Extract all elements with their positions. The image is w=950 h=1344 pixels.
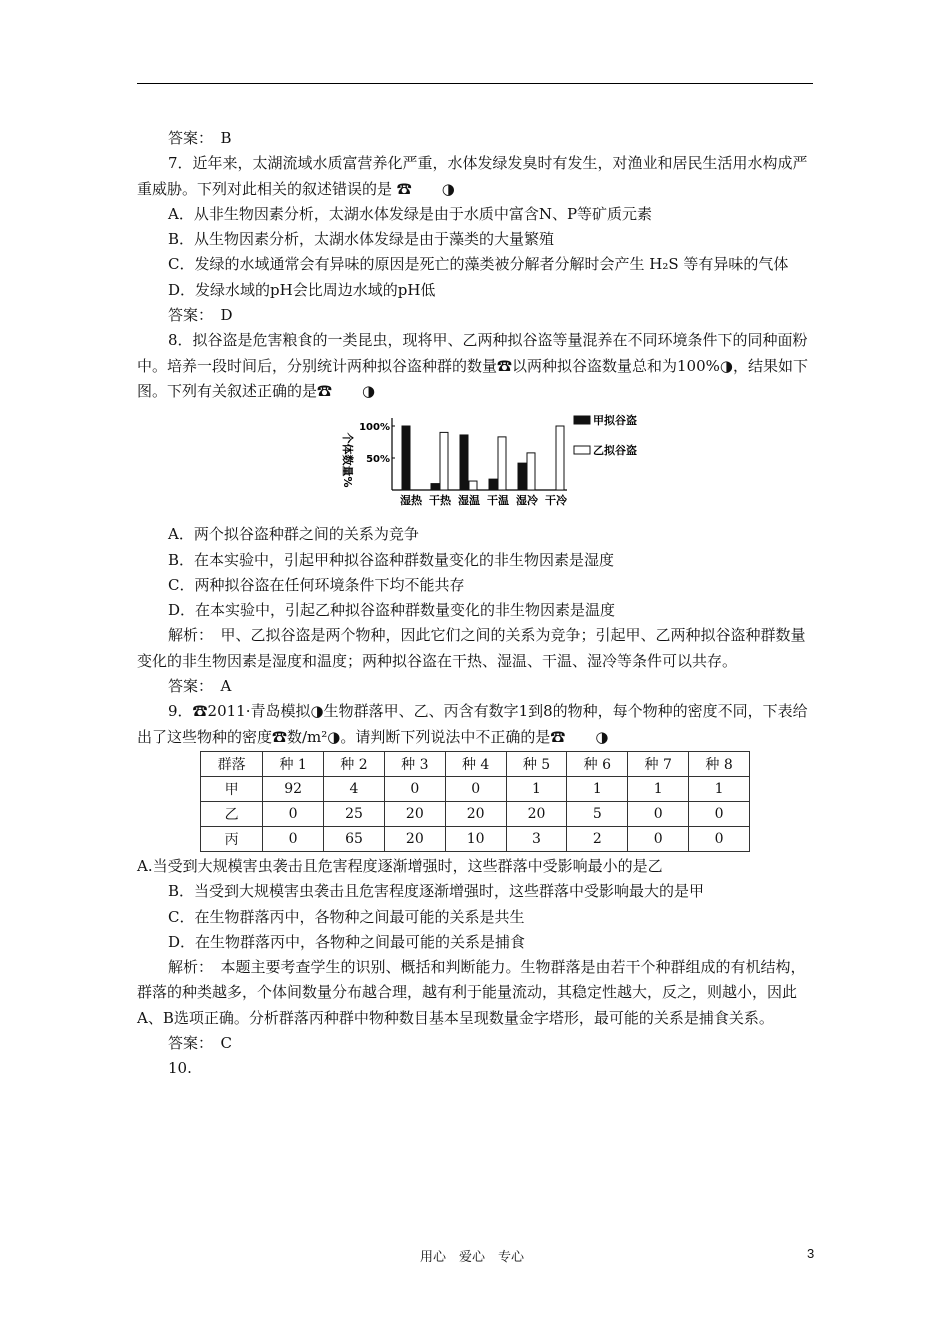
question-8-stem: 8．拟谷盗是危害粮食的一类昆虫，现将甲、乙两种拟谷盗等量混养在不同环境条件下的同种面粉中。培养一段时间后，分别统计两种拟谷盗种群的数量☎以两种拟谷盗数量总和为100%◑，结果如下图。下列有关叙述正确的是☎ ◑ bbox=[137, 331, 808, 400]
question-7-option-c: C．发绿的水域通常会有异味的原因是死亡的藻类被分解者分解时会产生 H₂S 等有异味的气体 bbox=[168, 255, 789, 274]
table-cell: 0 bbox=[384, 776, 445, 801]
table-cell: 1 bbox=[628, 776, 689, 801]
species-density-table bbox=[200, 751, 750, 852]
question-9-option-c: C．在生物群落丙中，各物种之间最可能的关系是共生 bbox=[168, 907, 525, 926]
question-10-stem: 10. bbox=[168, 1059, 192, 1078]
x-tick-label: 干冷 bbox=[545, 494, 567, 508]
legend-swatch bbox=[574, 446, 590, 454]
answer-7: 答案： D bbox=[168, 306, 233, 325]
footer-motto: 用心 爱心 专心 bbox=[420, 1250, 525, 1265]
question-8-analysis: 解析： 甲、乙拟谷盗是两个物种，因此它们之间的关系为竞争；引起甲、乙两种拟谷盗种群数量变化的非生物因素是湿度和温度；两种拟谷盗在干热、湿温、干温、湿冷等条件可以共存。 bbox=[137, 626, 806, 670]
table-header-row bbox=[201, 751, 750, 776]
table-cell: 10 bbox=[445, 826, 506, 851]
question-8-option-b: B．在本实验中，引起甲种拟谷盗种群数量变化的非生物因素是湿度 bbox=[168, 550, 615, 569]
table-cell: 5 bbox=[567, 801, 628, 826]
table-cell: 0 bbox=[689, 826, 750, 851]
y-axis-label: 个体数量% bbox=[341, 432, 354, 488]
table-header-cell: 种 4 bbox=[445, 751, 506, 776]
page-number: 3 bbox=[807, 1246, 815, 1261]
table-header-cell: 种 3 bbox=[384, 751, 445, 776]
table-cell: 0 bbox=[628, 801, 689, 826]
answer-6: 答案： B bbox=[168, 129, 232, 147]
table-row bbox=[201, 776, 750, 801]
table-cell: 甲 bbox=[201, 776, 263, 801]
question-9-stem: 9．☎2011·青岛模拟◑生物群落甲、乙、丙含有数字1到8的物种，每个物种的密度不同，下表给出了这些物种的密度☎数/m²◑。请判断下列说法中不正确的是☎ ◑ bbox=[137, 702, 808, 746]
table-header-cell: 种 7 bbox=[628, 751, 689, 776]
table-header-cell: 种 5 bbox=[506, 751, 567, 776]
table-header-cell: 种 2 bbox=[324, 751, 385, 776]
table-cell: 1 bbox=[567, 776, 628, 801]
bar-jia-3 bbox=[489, 479, 497, 490]
table-cell: 0 bbox=[263, 801, 324, 826]
answer-9: 答案： C bbox=[168, 1034, 232, 1053]
beetle-bar-chart bbox=[337, 408, 657, 512]
legend-swatch bbox=[574, 416, 590, 424]
table-cell: 3 bbox=[506, 826, 567, 851]
table-header-cell: 群落 bbox=[201, 751, 263, 776]
question-7-option-a: A．从非生物因素分析，太湖水体发绿是由于水质中富含N、P等矿质元素 bbox=[168, 204, 653, 223]
bar-yi-3 bbox=[498, 437, 506, 490]
bar-jia-2 bbox=[460, 435, 468, 490]
bar-jia-1 bbox=[431, 484, 439, 490]
table-cell: 20 bbox=[384, 826, 445, 851]
question-9-option-a: A.当受到大规模害虫袭击且危害程度逐渐增强时，这些群落中受影响最小的是乙 bbox=[137, 856, 663, 875]
question-8-option-a: A．两个拟谷盗种群之间的关系为竞争 bbox=[168, 525, 419, 544]
question-9-option-b: B．当受到大规模害虫袭击且危害程度逐渐增强时，这些群落中受影响最大的是甲 bbox=[168, 882, 705, 901]
bar-yi-2 bbox=[469, 481, 477, 490]
x-tick-label: 干温 bbox=[487, 494, 509, 508]
table-cell: 0 bbox=[263, 826, 324, 851]
legend-label: 乙拟谷盗 bbox=[593, 444, 637, 458]
table-row bbox=[201, 826, 750, 851]
question-9-option-d: D．在生物群落丙中，各物种之间最可能的关系是捕食 bbox=[168, 932, 526, 951]
question-8-option-c: C．两种拟谷盗在任何环境条件下均不能共存 bbox=[168, 575, 465, 594]
bar-chart-container bbox=[137, 408, 813, 516]
x-tick-label: 湿温 bbox=[458, 494, 480, 508]
bar-jia-4 bbox=[518, 463, 526, 490]
table-header-cell: 种 8 bbox=[689, 751, 750, 776]
table-cell: 4 bbox=[324, 776, 385, 801]
table-header-cell: 种 1 bbox=[263, 751, 324, 776]
question-7-option-d: D．发绿水域的pH会比周边水域的pH低 bbox=[168, 280, 436, 299]
table-cell: 65 bbox=[324, 826, 385, 851]
table-cell: 20 bbox=[384, 801, 445, 826]
y-tick-label: 100% bbox=[359, 422, 390, 434]
table-cell: 丙 bbox=[201, 826, 263, 851]
header-rule bbox=[137, 83, 813, 84]
table-cell: 20 bbox=[506, 801, 567, 826]
y-tick-label: 50% bbox=[366, 454, 390, 466]
bar-jia-0 bbox=[402, 426, 410, 490]
x-tick-label: 干热 bbox=[429, 494, 451, 508]
table-cell: 25 bbox=[324, 801, 385, 826]
table-cell: 0 bbox=[689, 801, 750, 826]
page-content bbox=[137, 126, 813, 1082]
table-cell: 2 bbox=[567, 826, 628, 851]
table-cell: 0 bbox=[445, 776, 506, 801]
table-header-cell: 种 6 bbox=[567, 751, 628, 776]
bar-yi-4 bbox=[527, 453, 535, 490]
table-cell: 20 bbox=[445, 801, 506, 826]
table-cell: 92 bbox=[263, 776, 324, 801]
question-7-stem: 7．近年来，太湖流域水质富营养化严重，水体发绿发臭时有发生，对渔业和居民生活用水构成严重威胁。下列对此相关的叙述错误的是 ☎ ◑ bbox=[137, 154, 808, 198]
table-cell: 乙 bbox=[201, 801, 263, 826]
bar-yi-1 bbox=[440, 433, 448, 491]
table-row bbox=[201, 801, 750, 826]
x-tick-label: 湿冷 bbox=[516, 494, 538, 508]
x-tick-label: 湿热 bbox=[400, 494, 422, 508]
table-cell: 0 bbox=[628, 826, 689, 851]
legend-label: 甲拟谷盗 bbox=[593, 414, 637, 428]
question-9-analysis: 解析： 本题主要考查学生的识别、概括和判断能力。生物群落是由若干个种群组成的有机结构，群落的种类越多，个体间数量分布越合理，越有利于能量流动，其稳定性越大，反之，则越小，因此A、B选项正确。分析群落丙种群中物种数目基本呈现数量金字塔形，最可能的关系是捕食关系。 bbox=[137, 958, 806, 1027]
question-7-option-b: B．从生物因素分析，太湖水体发绿是由于藻类的大量繁殖 bbox=[168, 230, 555, 249]
bar-yi-5 bbox=[556, 426, 564, 490]
table-cell: 1 bbox=[689, 776, 750, 801]
answer-8: 答案： A bbox=[168, 677, 232, 696]
question-8-option-d: D．在本实验中，引起乙种拟谷盗种群数量变化的非生物因素是温度 bbox=[168, 601, 616, 620]
table-cell: 1 bbox=[506, 776, 567, 801]
